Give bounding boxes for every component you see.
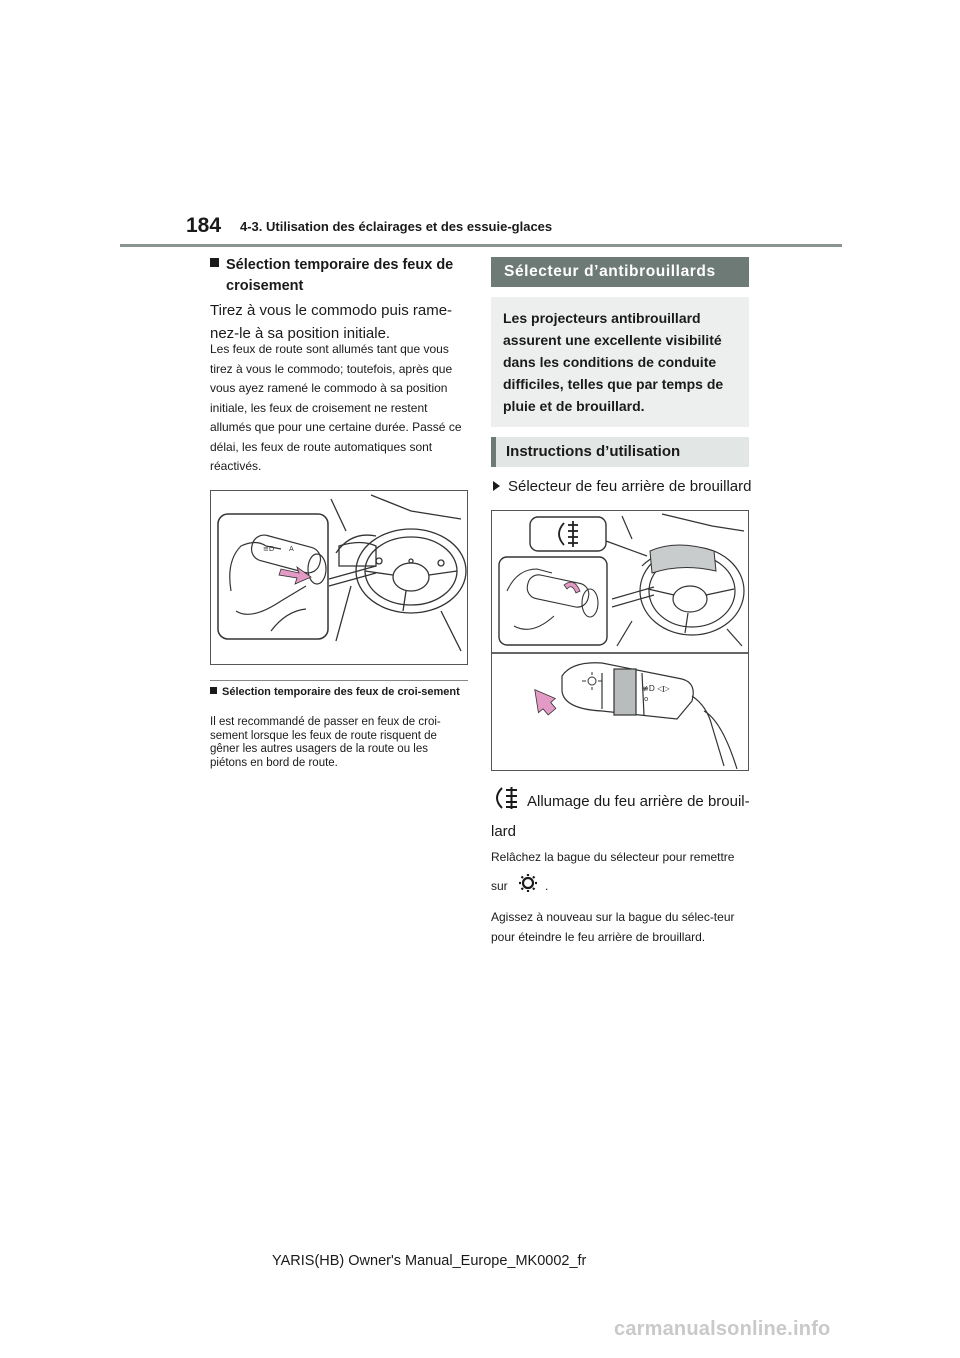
note-body: Il est recommandé de passer en feux de croi-sement lorsque les feux de route risquent de gêner les autres usagers de la route ou les piétons en bord de route. <box>210 716 441 769</box>
svg-text:≢D ◁▷: ≢D ◁▷ <box>642 684 670 693</box>
square-bullet-icon <box>210 687 217 694</box>
note-rule <box>210 680 468 681</box>
subsection-instructions: Instructions d’utilisation <box>491 437 749 467</box>
page-number: 184 <box>186 214 222 237</box>
ring-off-position-icon <box>515 872 541 894</box>
illustration-steering-lever-pull <box>210 490 468 665</box>
intro-box: Les projecteurs antibrouillard assurent une excellente visibilité dans les conditions de conduite difficiles, telles que par temps de pluie et de brouillard. <box>491 297 749 427</box>
item-rear-fog-on: Allumage du feu arrière de brouil-lard <box>491 786 753 847</box>
illustration-fog-switch <box>491 510 749 771</box>
square-bullet-icon <box>210 258 219 267</box>
bullet-rear-fog-switch: Sélecteur de feu arrière de brouillard <box>491 475 753 498</box>
svg-text:≡D: ≡D <box>263 545 275 553</box>
svg-text:A: A <box>289 545 294 553</box>
subhead-temp-low-beam: Sélection temporaire des feux de croisement <box>210 255 486 297</box>
chapter-title: 4-3. Utilisation des éclairages et des essuie-glaces <box>240 219 553 234</box>
steering-lever-pull-drawing <box>211 491 467 664</box>
footer-manual-id: YARIS(HB) Owner's Manual_Europe_MK0002_fr <box>272 1253 587 1269</box>
section-fog-switch: Sélecteur d’antibrouillards <box>491 257 749 287</box>
triangle-bullet-icon <box>493 481 500 491</box>
svg-text:o: o <box>644 695 649 703</box>
rear-fog-lamp-icon <box>491 786 521 810</box>
fog-switch-drawing <box>492 511 748 770</box>
paragraph-turn-off: Agissez à nouveau sur la bague du sélec-teur pour éteindre le feu arrière de brouillard. <box>491 910 735 944</box>
push-arrow-icon <box>526 683 561 719</box>
note-heading: Sélection temporaire des feux de croi-sement <box>210 686 480 699</box>
explanation-text: Les feux de route sont allumés tant que vous tirez à vous le commodo; toutefois, après que vous ayez ramené le commodo à sa position initiale, les feux de croisement ne restent allumés que pour une certaine durée. Passé ce délai, les feux de route automatiques sont réactivés. <box>210 342 462 473</box>
watermark: carmanualsonline.info <box>614 1318 831 1340</box>
paragraph-release-ring: Relâchez la bague du sélecteur pour remettre sur . <box>491 850 735 893</box>
header-rule <box>120 244 842 247</box>
instruction-text: Tirez à vous le commodo puis rame-nez-le à sa position initiale. <box>210 302 453 342</box>
